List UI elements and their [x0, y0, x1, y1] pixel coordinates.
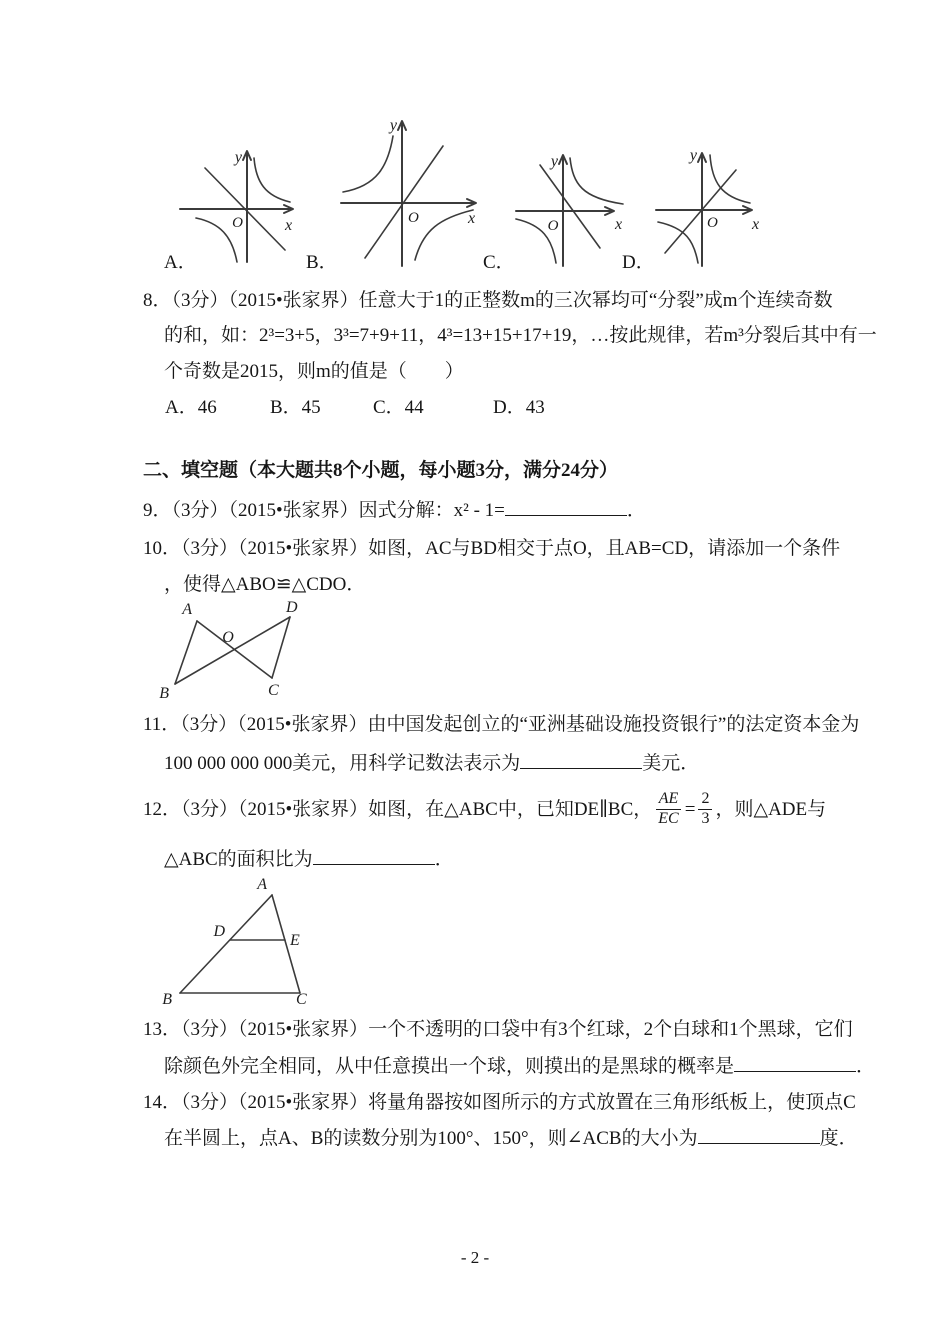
segment-ab [180, 895, 272, 993]
point-label-a: A [182, 601, 192, 618]
point-label-d: D [213, 923, 225, 940]
origin-label: O [707, 215, 718, 231]
x-axis-label: x [285, 217, 293, 234]
q14-text-before-blank: 在半圆上，点A、B的读数分别为100°、150°，则∠ACB的大小为 [164, 1128, 698, 1149]
q13-answer-blank [734, 1053, 856, 1072]
graph-option-label-a: A． [164, 252, 197, 273]
segment-ab [175, 621, 197, 684]
q12-text-before-blank: △ABC的面积比为 [164, 849, 313, 870]
graph-option-c [510, 140, 632, 268]
point-label-a: A [257, 878, 267, 893]
point-label-d: D [286, 599, 298, 616]
line-graph [665, 170, 736, 253]
fraction-numerator: 2 [698, 790, 712, 809]
y-axis-label: y [389, 117, 397, 134]
fraction-denominator: 3 [701, 809, 710, 827]
y-axis-label: y [550, 153, 558, 170]
question-8-line-3: 个奇数是2015，则m的值是（ ） [164, 361, 464, 382]
q8-option-c: C．44 [373, 397, 424, 418]
question-12-line-1 [143, 786, 826, 832]
q12-geometry-figure [150, 878, 320, 1006]
point-label-b: B [162, 991, 172, 1006]
hyperbola-branch-q2 [343, 136, 393, 192]
question-11-line-1: 11．（3分）（2015•张家界）由中国发起创立的“亚洲基础设施投资银行”的法定资本金为 [143, 714, 860, 735]
q14-answer-blank [698, 1125, 820, 1144]
section-2-header: 二、填空题（本大题共8个小题，每小题3分，满分24分） [143, 460, 619, 481]
graph-option-label-c: C． [483, 252, 515, 273]
x-axis-label: x [615, 216, 623, 233]
q9-answer-blank [505, 497, 627, 516]
question-10-line-1: 10．（3分）（2015•张家界）如图，AC与BD相交于点O，且AB=CD，请添加一个条件 [143, 538, 841, 559]
y-axis-label: y [689, 147, 697, 164]
q8-option-a: A．46 [165, 397, 217, 418]
q9-text-before-blank: 9．（3分）（2015•张家界）因式分解：x² - 1= [143, 500, 505, 521]
question-8-line-2: 的和，如：2³=3+5，3³=7+9+11，4³=13+15+17+19，…按此规律，若m³分裂后其中有一 [164, 325, 877, 346]
origin-label: O [547, 218, 559, 234]
q12-fraction-two-thirds [698, 790, 712, 828]
q8-option-b: B．45 [270, 397, 321, 418]
point-label-b: B [159, 685, 169, 700]
question-10-line-2: ，使得△ABO≌△CDO． [164, 574, 366, 595]
q10-geometry-figure [155, 598, 320, 700]
x-axis-label: x [752, 216, 760, 233]
y-axis-label: y [234, 149, 242, 166]
hyperbola-branch-q1 [710, 155, 750, 203]
question-8-line-1: 8．（3分）（2015•张家界）任意大于1的正整数m的三次幂均可“分裂”成m个连续奇数 [143, 290, 833, 311]
page-number: - 2 - [460, 1248, 490, 1267]
hyperbola-branch-q3 [658, 222, 698, 263]
q8-option-d: D．43 [493, 397, 545, 418]
question-12-line-2 [164, 846, 454, 872]
q9-text-after-blank: ． [626, 500, 646, 521]
question-14-line-1: 14．（3分）（2015•张家界）将量角器按如图所示的方式放置在三角形纸板上，使顶点C [143, 1092, 856, 1113]
hyperbola-branch-q3 [196, 218, 237, 262]
origin-label: O [408, 210, 419, 226]
question-14-line-2 [164, 1125, 858, 1151]
question-13-line-1: 13．（3分）（2015•张家界）一个不透明的口袋中有3个红球，2个白球和1个黑球，它们 [143, 1019, 853, 1040]
question-13-line-2 [164, 1053, 875, 1079]
hyperbola-branch-q1 [570, 158, 623, 204]
q12-text-seg2: ，则△ADE与 [715, 798, 827, 820]
q13-text-after-blank: ． [856, 1056, 876, 1077]
q12-text-seg1: 12．（3分）（2015•张家界）如图，在△ABC中，已知DE∥BC， [143, 798, 653, 820]
graph-option-d [648, 140, 768, 272]
question-11-line-2 [164, 750, 699, 776]
fraction-denominator: EC [658, 809, 679, 827]
point-label-c: C [296, 991, 307, 1006]
q12-fraction-ae-ec [655, 790, 681, 828]
point-label-o: O [222, 629, 234, 646]
point-label-e: E [290, 932, 300, 949]
line-graph [540, 165, 600, 248]
graph-option-b [335, 108, 485, 270]
graph-option-label-d: D． [622, 252, 655, 273]
q14-text-after-blank: 度． [819, 1128, 858, 1149]
x-axis-label: x [468, 210, 476, 227]
q12-text-after-blank: ． [434, 849, 454, 870]
q12-equals-sign: = [684, 798, 696, 820]
hyperbola-branch-q1 [254, 158, 290, 202]
graph-option-label-b: B． [306, 252, 338, 273]
origin-label: O [232, 215, 243, 231]
question-9 [143, 497, 646, 523]
q11-text-after-blank: 美元． [642, 753, 700, 774]
q11-text-before-blank: 100 000 000 000美元，用科学记数法表示为 [164, 753, 521, 774]
point-label-c: C [268, 682, 279, 699]
q12-answer-blank [313, 846, 435, 865]
q13-text-before-blank: 除颜色外完全相同，从中任意摸出一个球，则摸出的是黑球的概率是 [164, 1056, 735, 1077]
q11-answer-blank [520, 750, 642, 769]
hyperbola-branch-q4 [415, 210, 476, 260]
fraction-numerator: AE [656, 790, 682, 809]
